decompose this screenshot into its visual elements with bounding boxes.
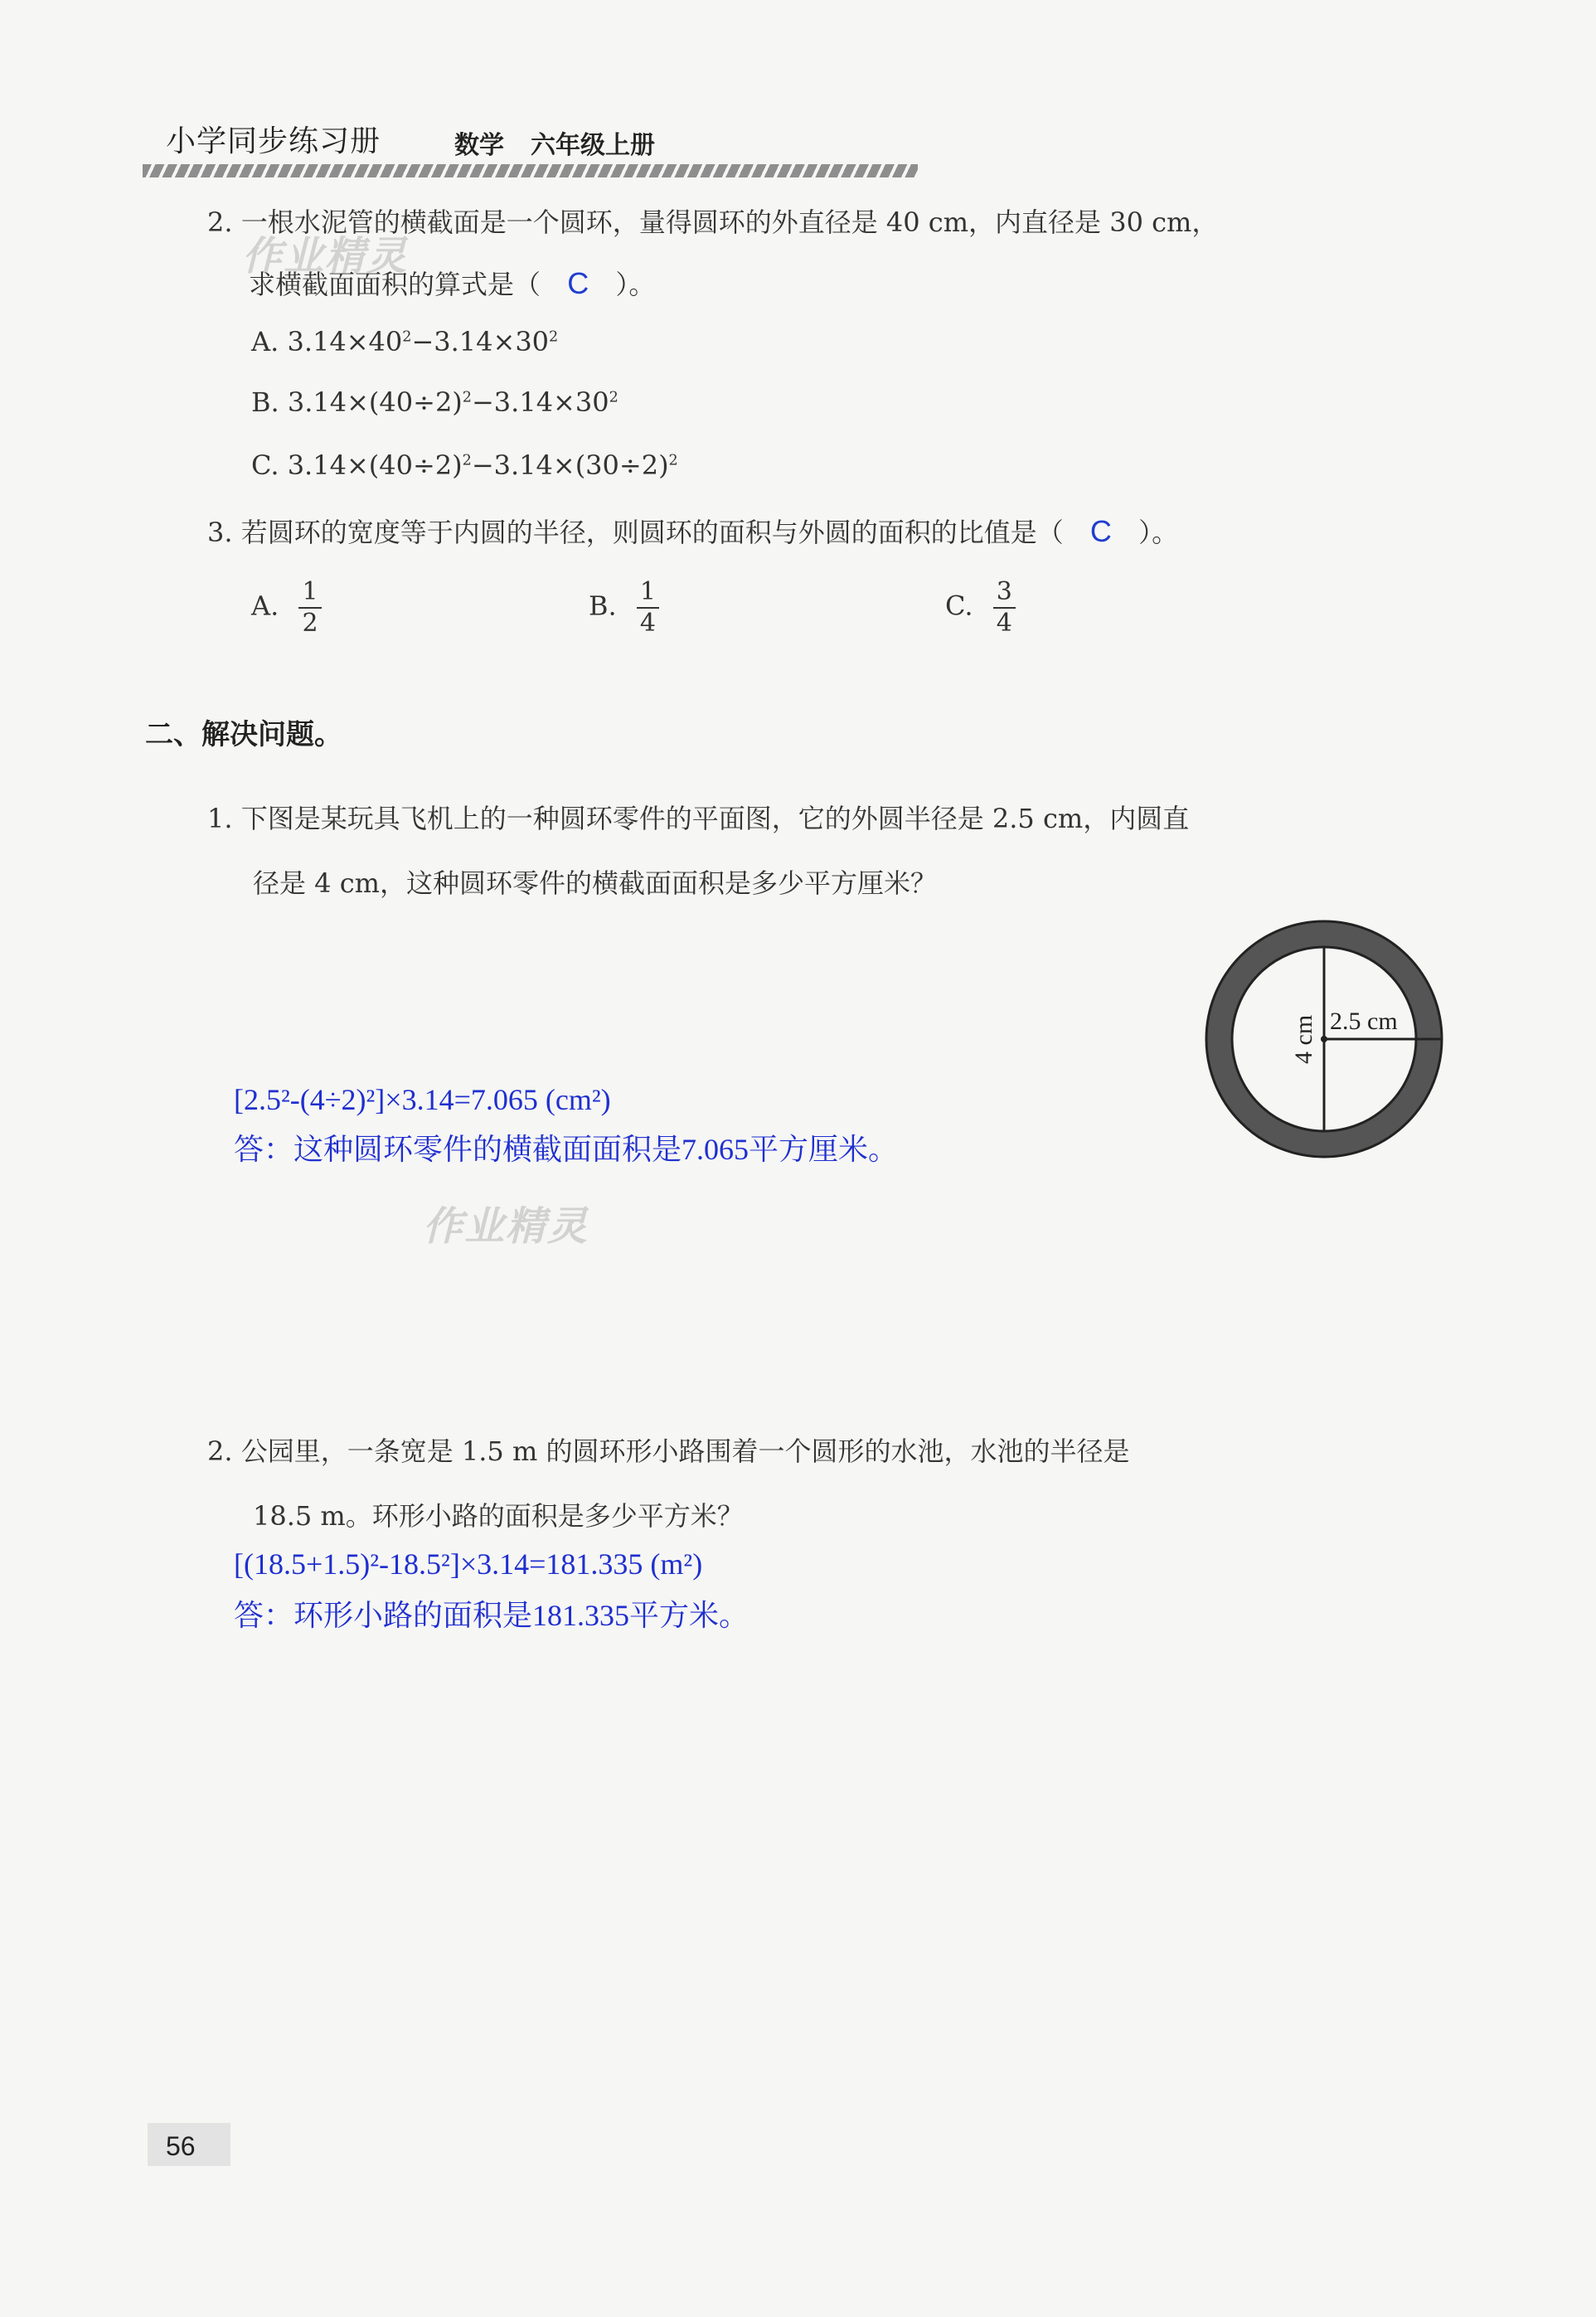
q3-answer: C — [1089, 514, 1112, 548]
q3-option-a-label: A. — [251, 590, 279, 622]
q3-prompt: 3. 若圆环的宽度等于内圆的半径，则圆环的面积与外圆的面积的比值是（ — [207, 517, 1064, 548]
q2-option-b-sq1: 2 — [462, 389, 472, 406]
subject-label: 数学 — [454, 131, 504, 160]
p2-answer: 答：环形小路的面积是181.335平方米。 — [234, 1599, 749, 1632]
q2-option-b-sq2: 2 — [609, 389, 619, 406]
q2-option-c-sq1: 2 — [462, 452, 472, 469]
q3-option-b-label: B. — [589, 590, 617, 622]
q2-line2 — [249, 264, 655, 302]
p1-line2: 径是 4 cm，这种圆环零件的横截面面积是多少平方厘米？ — [253, 867, 937, 899]
q3-option-c-fraction — [993, 577, 1016, 639]
q2-prompt-end: ）。 — [615, 269, 656, 300]
q3-option-c-label: C. — [945, 590, 973, 622]
p1-formula: [2.5²-(4÷2)²]×3.14=7.065 (cm²) — [234, 1083, 611, 1116]
p1-answer: 答：这种圆环零件的横截面面积是7.065平方厘米。 — [234, 1133, 899, 1166]
q2-option-c — [251, 449, 678, 481]
q2-option-a-part2: −3.14×30 — [411, 326, 550, 357]
q3-option-a-fraction — [298, 577, 321, 639]
fraction-numerator: 3 — [993, 577, 1016, 609]
p2-line1: 2. 公园里，一条宽是 1.5 m 的圆环形小路围着一个圆形的水池，水池的半径是 — [207, 1435, 1130, 1467]
p1-line1: 1. 下图是某玩具飞机上的一种圆环零件的平面图，它的外圆半径是 2.5 cm，内圆直 — [207, 803, 1190, 834]
q3-option-a — [251, 577, 322, 639]
book-title: 小学同步练习册 — [166, 124, 381, 158]
q2-option-a-sq2: 2 — [549, 328, 559, 346]
ring-figure — [1204, 919, 1444, 1159]
q3-option-b — [589, 577, 659, 639]
q3-prompt-end: ）。 — [1138, 517, 1179, 548]
header-stripe-divider — [143, 164, 918, 177]
q3-line — [207, 512, 1178, 550]
radius-label: 2.5 cm — [1330, 1008, 1398, 1035]
q2-option-c-part2: −3.14×(30÷2) — [471, 449, 669, 481]
fraction-numerator: 1 — [298, 577, 321, 609]
q2-option-c-sq2: 2 — [668, 452, 678, 469]
fraction-numerator: 1 — [637, 577, 659, 609]
fraction-denominator: 2 — [302, 609, 318, 638]
page-number: 56 — [166, 2131, 196, 2161]
center-point — [1321, 1036, 1327, 1042]
watermark-top: 作业精灵 — [242, 233, 409, 279]
q2-option-a — [251, 326, 558, 357]
fraction-denominator: 4 — [996, 609, 1012, 638]
q2-option-b — [251, 386, 619, 418]
q2-option-a-part1: A. 3.14×40 — [251, 326, 403, 357]
q2-option-a-sq1: 2 — [402, 328, 412, 346]
p2-formula: [(18.5+1.5)²-18.5²]×3.14=181.335 (m²) — [234, 1547, 703, 1581]
p2-line2: 18.5 m。环形小路的面积是多少平方米？ — [253, 1500, 744, 1532]
watermark-middle: 作业精灵 — [423, 1203, 589, 1250]
q2-option-b-part2: −3.14×30 — [471, 386, 609, 418]
q2-line1: 2. 一根水泥管的横截面是一个圆环，量得圆环的外直径是 40 cm，内直径是 30 cm， — [207, 206, 1219, 238]
q3-option-b-fraction — [637, 577, 659, 639]
q2-prompt: 求横截面面积的算式是（ — [249, 269, 541, 300]
q2-option-c-part1: C. 3.14×(40÷2) — [251, 449, 463, 481]
fraction-denominator: 4 — [639, 609, 656, 638]
grade-label: 六年级上册 — [531, 131, 655, 160]
q2-answer: C — [567, 266, 589, 300]
diameter-label: 4 cm — [1290, 1014, 1317, 1064]
section-heading: 二、解决问题。 — [145, 718, 342, 751]
q2-option-b-part1: B. 3.14×(40÷2) — [251, 386, 463, 418]
q3-option-c — [945, 577, 1016, 639]
